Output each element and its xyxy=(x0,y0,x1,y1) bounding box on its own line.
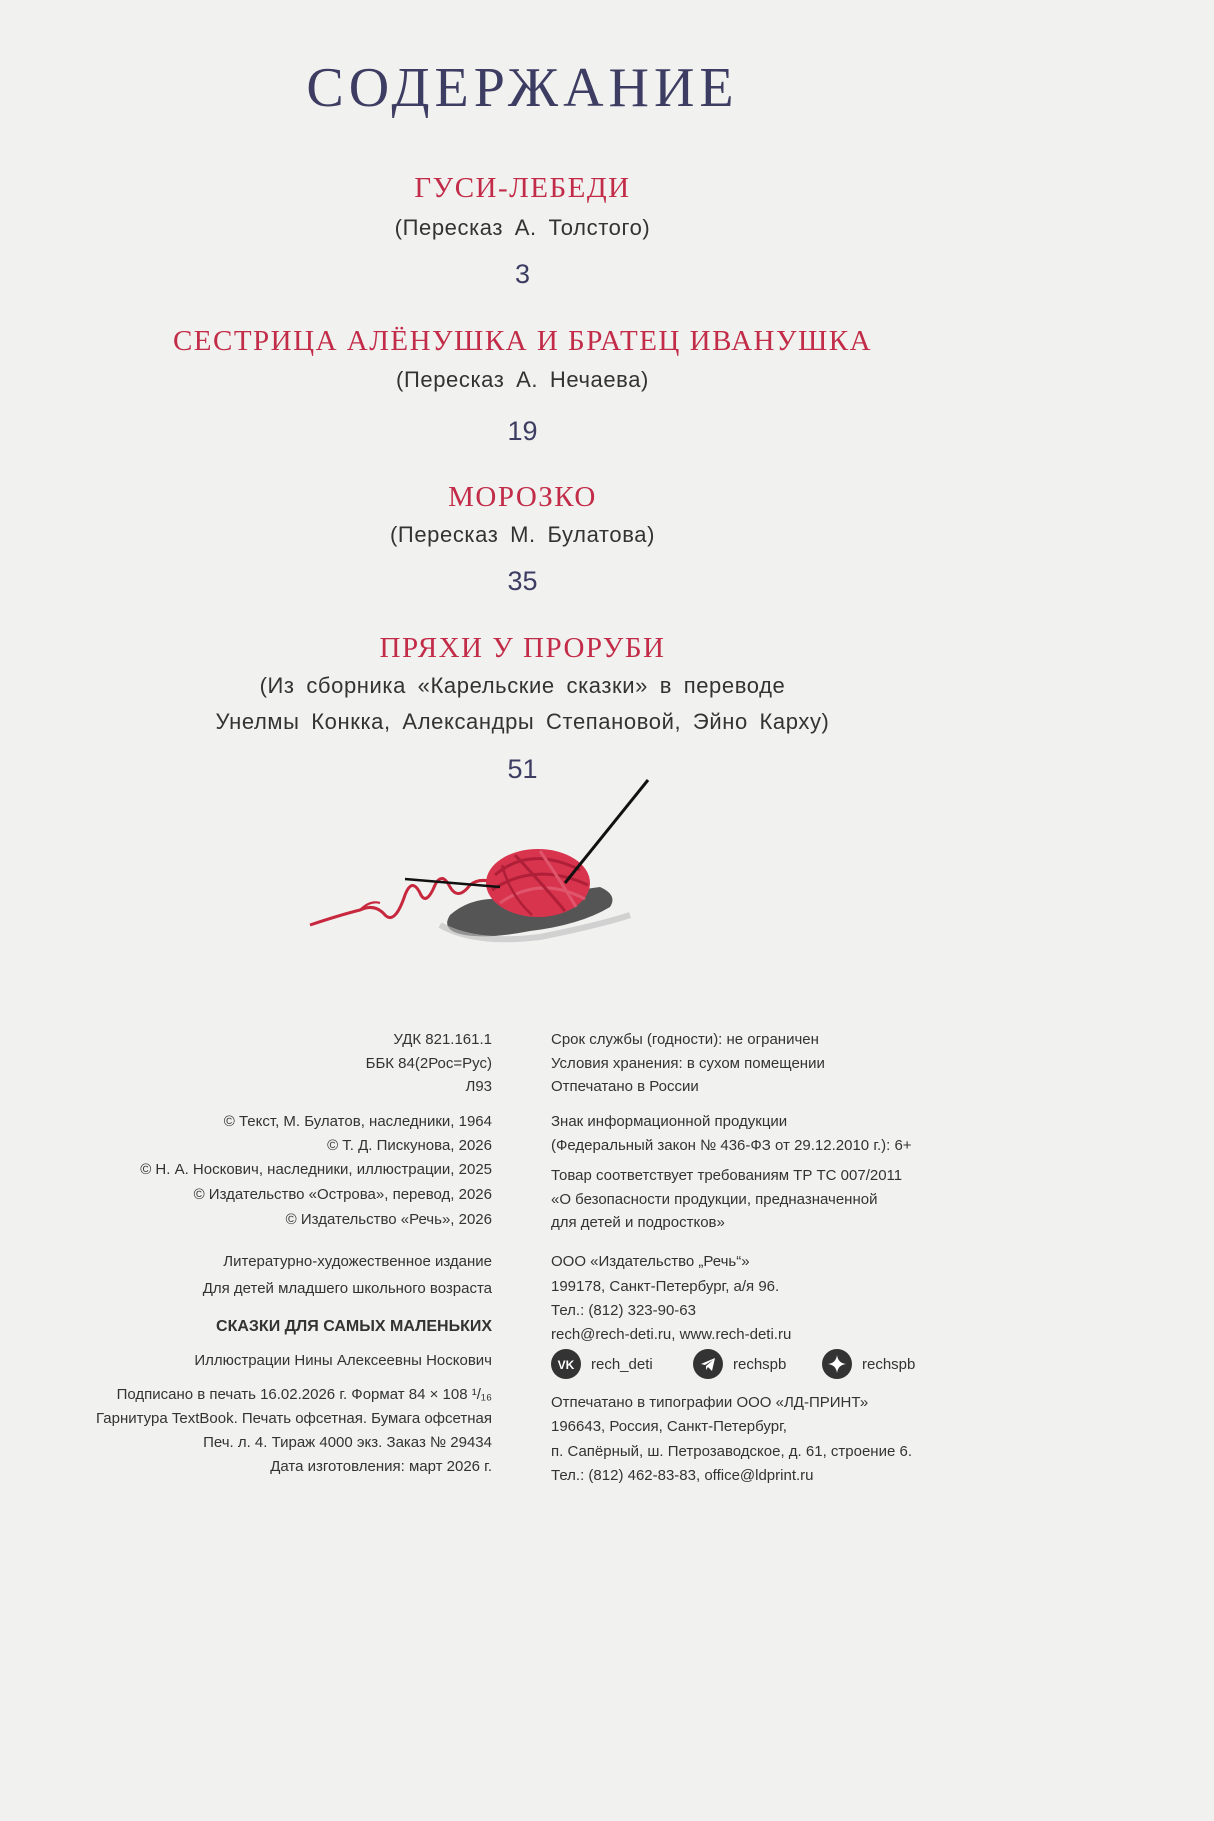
edition-type: Литературно-художественное издание xyxy=(223,1253,492,1270)
print-detail: Подписано в печать 16.02.2026 г. Формат 84 × 108 ¹/₁₆ xyxy=(116,1386,492,1403)
copyright-line: © Издательство «Острова», перевод, 2026 xyxy=(193,1186,492,1203)
publisher-line: ООО «Издательство „Речь“» xyxy=(551,1253,750,1270)
publisher-line: Тел.: (812) 323-90-63 xyxy=(551,1302,696,1319)
shelf-life: Срок службы (годности): не ограничен xyxy=(551,1031,819,1048)
print-detail: Гарнитура TextBook. Печать офсетная. Бумага офсетная xyxy=(96,1410,492,1427)
storage-conditions: Условия хранения: в сухом помещении xyxy=(551,1055,825,1072)
compliance: «О безопасности продукции, предназначенной xyxy=(551,1191,878,1208)
printer-line: Отпечатано в типографии ООО «ЛД-ПРИНТ» xyxy=(551,1394,869,1411)
printed-in: Отпечатано в России xyxy=(551,1078,699,1095)
publisher-contacts: rech@rech-deti.ru, www.rech-deti.ru xyxy=(551,1326,792,1343)
entry-title: МОРОЗКО xyxy=(448,481,597,513)
copyright-line: © Н. А. Носкович, наследники, иллюстрации, 2025 xyxy=(140,1161,492,1178)
printer-line: п. Сапёрный, ш. Петрозаводское, д. 61, строение 6. xyxy=(551,1443,912,1460)
bbk-code: ББК 84(2Рос=Рус) xyxy=(365,1055,492,1072)
entry-page-number: 3 xyxy=(514,259,531,289)
vk-icon xyxy=(551,1349,581,1379)
star-icon xyxy=(822,1349,852,1379)
publisher-line: 199178, Санкт-Петербург, а/я 96. xyxy=(551,1278,780,1295)
yarn-ball-illustration xyxy=(300,775,660,960)
print-detail: Печ. л. 4. Тираж 4000 экз. Заказ № 29434 xyxy=(203,1434,492,1451)
telegram-icon xyxy=(693,1349,723,1379)
entry-title: ГУСИ-ЛЕБЕДИ xyxy=(414,172,631,204)
entry-subtitle: (Пересказ А. Нечаева) xyxy=(396,367,649,392)
author-mark: Л93 xyxy=(465,1078,492,1095)
audience: Для детей младшего школьного возраста xyxy=(202,1280,492,1297)
social-handle: rech_deti xyxy=(591,1355,653,1373)
info-sign: (Федеральный закон № 436-ФЗ от 29.12.2010 г.): 6+ xyxy=(551,1137,912,1154)
info-sign: Знак информационной продукции xyxy=(551,1113,788,1130)
entry-page-number: 35 xyxy=(507,566,538,596)
social-dzen xyxy=(822,1349,915,1379)
social-telegram xyxy=(693,1349,786,1379)
social-vk xyxy=(551,1349,653,1379)
entry-subtitle: Унелмы Конкка, Александры Степановой, Эйно Карху) xyxy=(215,709,830,734)
contents-heading: СОДЕРЖАНИЕ xyxy=(306,57,739,119)
entry-page-number: 19 xyxy=(507,416,538,446)
compliance: для детей и подростков» xyxy=(551,1214,725,1231)
social-handle: rechspb xyxy=(862,1355,916,1373)
entry-subtitle: (Пересказ М. Булатова) xyxy=(389,522,656,547)
compliance: Товар соответствует требованиям ТР ТС 007/2011 xyxy=(551,1167,903,1184)
social-handle: rechspb xyxy=(733,1355,787,1373)
printer-contacts: Тел.: (812) 462-83-83, office@ldprint.ru xyxy=(551,1467,814,1484)
entry-page-number: 51 xyxy=(507,754,538,784)
entry-subtitle: (Пересказ А. Толстого) xyxy=(394,215,651,240)
copyright-line: © Текст, М. Булатов, наследники, 1964 xyxy=(223,1113,492,1130)
entry-title: ПРЯХИ У ПРОРУБИ xyxy=(379,632,666,664)
udc-code: УДК 821.161.1 xyxy=(393,1031,492,1048)
print-detail: Дата изготовления: март 2026 г. xyxy=(270,1458,492,1475)
copyright-line: © Т. Д. Пискунова, 2026 xyxy=(327,1137,492,1154)
svg-text:VK: VK xyxy=(557,1358,575,1372)
entry-subtitle: (Из сборника «Карельские сказки» в переводе xyxy=(259,673,786,698)
illustrator: Иллюстрации Нины Алексеевны Носкович xyxy=(194,1352,492,1369)
printer-line: 196643, Россия, Санкт-Петербург, xyxy=(551,1418,787,1435)
entry-title: СЕСТРИЦА АЛЁНУШКА И БРАТЕЦ ИВАНУШКА xyxy=(172,325,873,357)
book-title: СКАЗКИ ДЛЯ САМЫХ МАЛЕНЬКИХ xyxy=(216,1318,492,1335)
copyright-line: © Издательство «Речь», 2026 xyxy=(285,1211,492,1228)
